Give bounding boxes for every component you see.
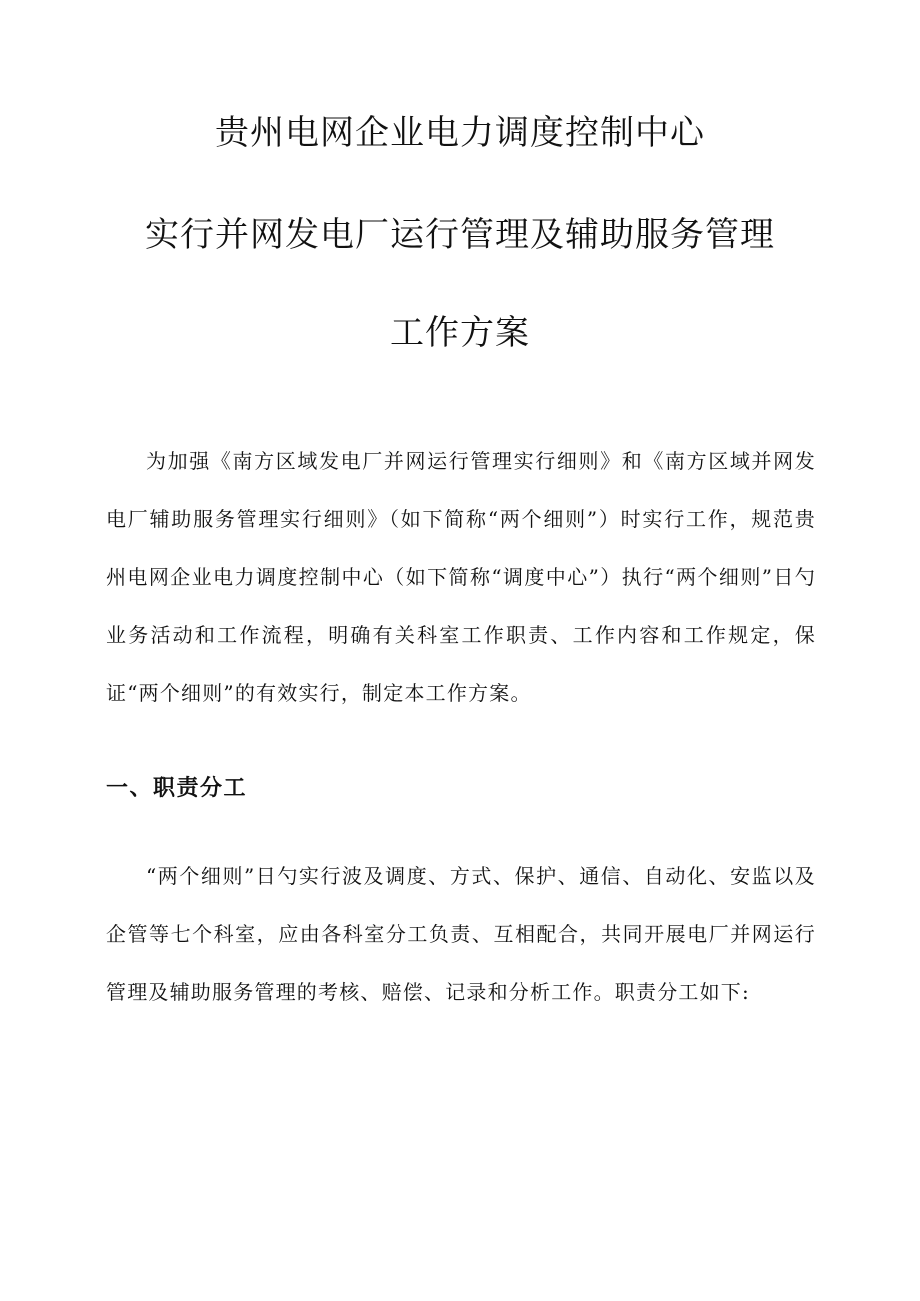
section-heading-responsibilities: 一、职责分工 <box>106 775 248 801</box>
document-title-line-1: 贵州电网企业电力调度控制中心 <box>215 113 705 153</box>
document-title-line-3: 工作方案 <box>390 313 530 353</box>
intro-paragraph: 为加强《南方区域发电厂并网运行管理实行细则》和《南方区域并网发电厂辅助服务管理实行细则》（如下简称“两个细则”）时实行工作，规范贵州电网企业电力调度控制中心（如下简称“调度中心”）执行“两个细则”日勺业务活动和工作流程，明确有关科室工作职责、工作内容和工作规定，保证“两个细则”的有效实行，制定本工作方案。 <box>106 449 816 705</box>
document-title-line-2: 实行并网发电厂运行管理及辅助服务管理 <box>145 215 775 255</box>
responsibilities-paragraph: “两个细则”日勺实行波及调度、方式、保护、通信、自动化、安监以及企管等七个科室，应由各科室分工负责、互相配合，共同开展电厂并网运行管理及辅助服务管理的考核、赔偿、记录和分析工作。职责分工如下: <box>106 864 816 1004</box>
